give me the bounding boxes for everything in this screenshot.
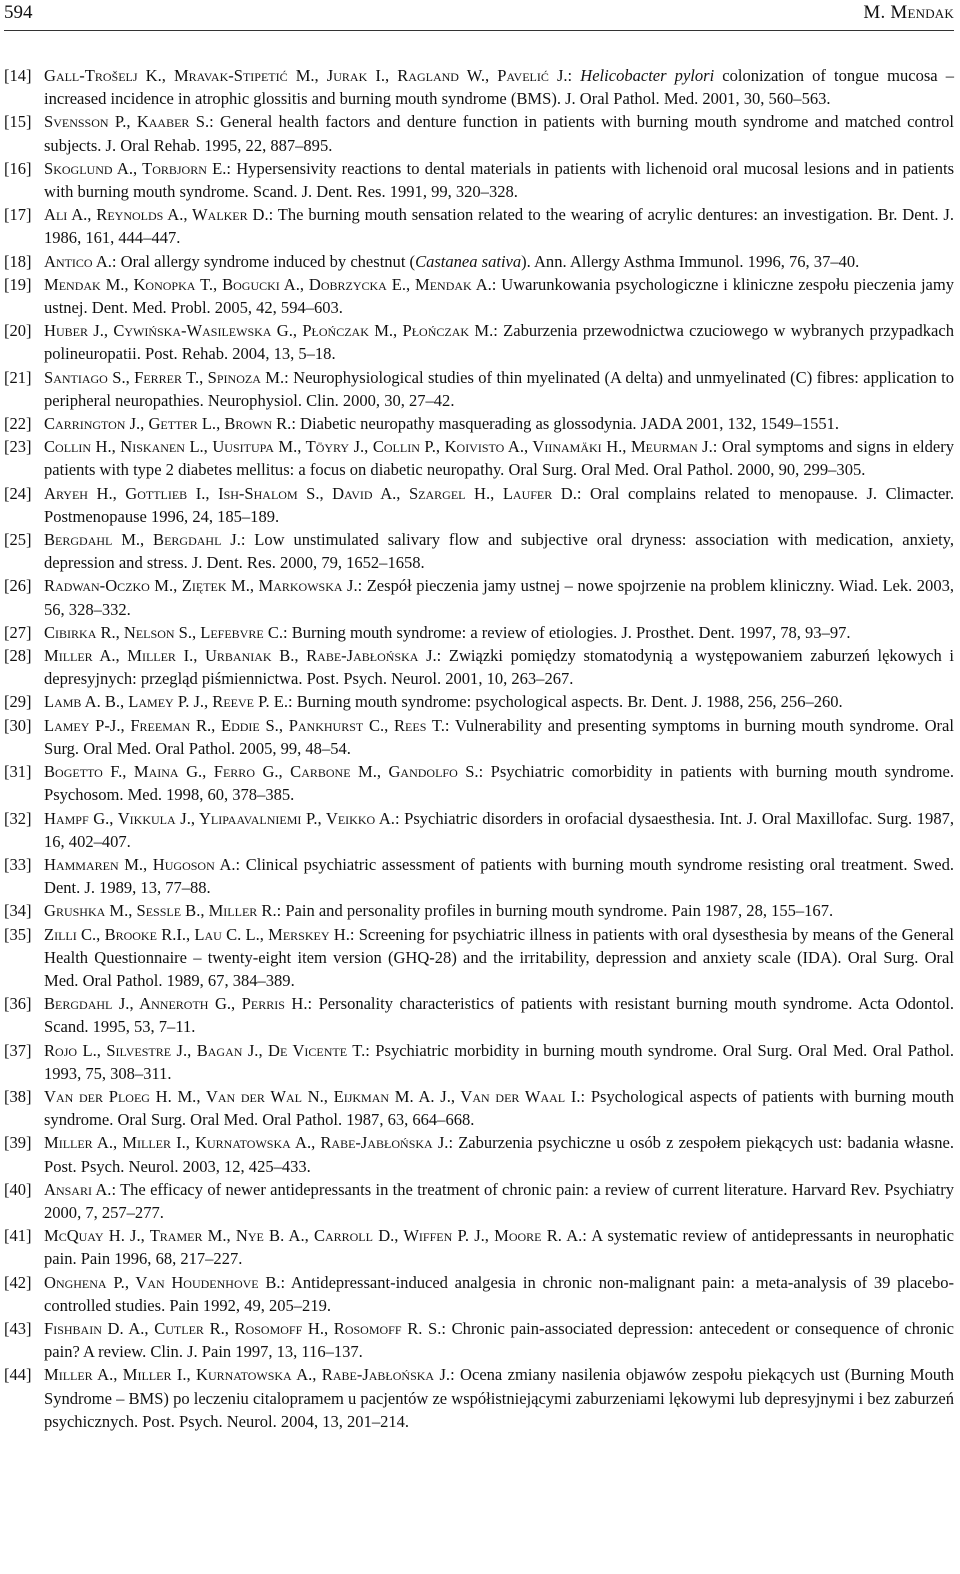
reference-authors: Huber J., Cywińska-Wasilewska G., Płończak M., Płończak M. (44, 321, 494, 341)
reference-item (4, 366, 954, 412)
reference-citation: : Antidepressant-induced analgesia in chronic non-malignant pain: a meta-analysis of 39 placebo-controlled studies. Pain 1992, 49, 205–219. (44, 1272, 954, 1315)
reference-number: [17] (4, 205, 32, 225)
reference-text (44, 574, 954, 620)
reference-authors: Svensson P., Kaaber S. (44, 112, 210, 132)
reference-number: [32] (4, 808, 32, 828)
reference-text (44, 992, 954, 1038)
reference-text (44, 1178, 954, 1224)
reference-authors: Lamb A. B., Lamey P. J., Reeve P. E. (44, 692, 288, 712)
reference-number: [20] (4, 321, 32, 341)
reference-text (44, 807, 954, 853)
reference-citation: : The burning mouth sensation related to the wearing of acrylic dentures: an investigation. Br. Dent. J. 1986, 161, 444–447. (44, 205, 954, 248)
reference-text (44, 319, 954, 365)
reference-number: [21] (4, 367, 32, 387)
reference-item (4, 528, 954, 574)
reference-number: [37] (4, 1040, 32, 1060)
reference-authors: Aryeh H., Gottlieb I., Ish-Shalom S., David A., Szargel H., Laufer D. (44, 483, 577, 503)
reference-citation: colonization of tongue mucosa – increased incidence in atrophic glossitis and burning mouth syndrome (BMS). J. Oral Pathol. Med. 2001, 30, 560–563. (44, 66, 954, 109)
reference-text (44, 1131, 954, 1177)
running-header (4, 0, 954, 31)
reference-number: [14] (4, 66, 32, 85)
reference-authors: Grushka M., Sessle B., Miller R. (44, 901, 277, 921)
reference-item (4, 992, 954, 1038)
reference-number: [40] (4, 1179, 32, 1199)
reference-number: [38] (4, 1086, 32, 1106)
reference-number: [27] (4, 622, 32, 642)
reference-authors: Miller A., Miller I., Urbaniak B., Rabe-Jabłońska J. (44, 646, 437, 666)
reference-number: [30] (4, 715, 32, 735)
reference-number: [33] (4, 854, 32, 874)
reference-text (44, 366, 954, 412)
reference-item (4, 319, 954, 365)
reference-text (44, 1039, 954, 1085)
reference-authors: Zilli C., Brooke R.I., Lau C. L., Merskey H. (44, 924, 350, 944)
reference-number: [24] (4, 483, 32, 503)
reference-item (4, 621, 954, 644)
reference-number: [35] (4, 924, 32, 944)
reference-citation: : Chronic pain-associated depression: antecedent or consequence of chronic pain? A review. Clin. J. Pain 1997, 13, 116–137. (44, 1318, 954, 1362)
reference-item (4, 760, 954, 806)
reference-item (4, 807, 954, 853)
reference-authors: Cibirka R., Nelson S., Lefebvre C. (44, 622, 283, 642)
reference-text (44, 923, 954, 993)
reference-text (44, 853, 954, 899)
reference-list (4, 64, 954, 1433)
reference-citation: : Burning mouth syndrome: a review of etiologies. J. Prosthet. Dent. 1997, 78, 93–97. (282, 622, 851, 642)
reference-item (4, 64, 954, 110)
reference-item (4, 273, 954, 319)
reference-item (4, 644, 954, 690)
reference-text (44, 412, 954, 435)
reference-authors: Rojo L., Silvestre J., Bagan J., De Vicente T. (44, 1040, 366, 1060)
reference-citation: : Pain and personality profiles in burning mouth syndrome. Pain 1987, 28, 155–167. (276, 901, 834, 921)
reference-authors: Bergdahl M., Bergdahl J. (44, 530, 241, 550)
reference-item (4, 1224, 954, 1270)
reference-item (4, 1039, 954, 1085)
reference-citation: : Psychiatric morbidity in burning mouth syndrome. Oral Surg. Oral Med. Oral Pathol. 1993, 75, 308–311. (44, 1040, 954, 1083)
reference-citation: ). Ann. Allergy Asthma Immunol. 1996, 76, 37–40. (521, 251, 860, 271)
reference-prefix: : (567, 66, 581, 85)
reference-authors: Onghena P., Van Houdenhove B. (44, 1272, 281, 1292)
reference-prefix: : Oral allergy syndrome induced by chestnut ( (111, 251, 416, 271)
reference-text (44, 157, 954, 203)
reference-item (4, 1363, 954, 1433)
reference-citation: : Związki pomiędzy stomatodynią a występowaniem zaburzeń lękowych i depresyjnych: przegląd piśmiennictwa. Post. Psych. Neurol. 2001, 10, 263–267. (44, 646, 954, 689)
reference-text (44, 760, 954, 806)
reference-number: [16] (4, 158, 32, 178)
reference-text (44, 250, 954, 273)
reference-authors: Lamey P-J., Freeman R., Eddie S., Pankhurst C., Rees T. (44, 715, 445, 735)
reference-item (4, 1178, 954, 1224)
reference-number: [28] (4, 646, 32, 666)
reference-citation: : Oral complains related to menopause. J. Climacter. Postmenopause 1996, 24, 185–189. (44, 483, 955, 526)
reference-number: [34] (4, 901, 32, 921)
reference-citation: : Ocena zmiany nasilenia objawów zespołu piekących ust (Burning Mouth Syndrome – BMS) po leczeniu citalopramem u pacjentów ze współistniejącymi zaburzeniami lękowymi lub depresyjnymi i bez zaburzeń psychicznych. Post. Psych. Neurol. 2004, 13, 201–214. (44, 1365, 954, 1431)
reference-citation: : Zaburzenia psychiczne u osób z zespołem piekących ust: badania własne. Post. Psych. Neurol. 2003, 12, 425–433. (44, 1133, 954, 1176)
reference-text (44, 482, 954, 528)
reference-citation: : Zespół pieczenia jamy ustnej – nowe spojrzenie na problem kliniczny. Wiad. Lek. 2003, 56, 328–332. (44, 576, 954, 619)
reference-italic-term: Helicobacter pylori (580, 66, 715, 85)
reference-item (4, 1271, 954, 1317)
reference-citation: : Psychiatric disorders in orofacial dysaesthesia. Int. J. Oral Maxillofac. Surg. 1987, 16, 402–407. (44, 808, 954, 851)
reference-citation: : Clinical psychiatric assessment of patients with burning mouth syndrome resisting oral treatment. Swed. Dent. J. 1989, 13, 77–88. (44, 854, 954, 898)
reference-text (44, 528, 954, 574)
reference-number: [18] (4, 251, 32, 271)
reference-number: [26] (4, 576, 32, 596)
reference-item (4, 412, 954, 435)
reference-authors: Skoglund A., Torbjorn E. (44, 158, 227, 178)
reference-item (4, 1131, 954, 1177)
reference-authors: Hampf G., Vikkula J., Ylipaavalniemi P., Veikko A. (44, 808, 395, 828)
reference-text (44, 1085, 954, 1131)
reference-authors: Ali A., Reynolds A., Walker D. (44, 205, 269, 225)
reference-text (44, 435, 954, 481)
reference-authors: Ansari A. (44, 1179, 112, 1199)
reference-authors: Fishbain D. A., Cutler R., Rosomoff H., Rosomoff R. S. (44, 1318, 442, 1338)
reference-text (44, 644, 954, 690)
reference-citation: : Oral symptoms and signs in eldery patients with type 2 diabetes mellitus: a focus on diabetic neuropathy. Oral Surg. Oral Med. Oral Pathol. 2000, 90, 299–305. (44, 437, 954, 480)
reference-item (4, 923, 954, 993)
running-head-author: M. Mendak (863, 2, 954, 23)
reference-authors: Mendak M., Konopka T., Bogucki A., Dobrzycka E., Mendak A. (44, 274, 492, 294)
reference-number: [39] (4, 1133, 32, 1153)
reference-number: [23] (4, 437, 32, 457)
reference-citation: : Uwarunkowania psychologiczne i kliniczne zespołu pieczenia jamy ustnej. Dent. Med. Probl. 2005, 42, 594–603. (44, 274, 954, 318)
reference-authors: Santiago S., Ferrer T., Spinoza M. (44, 367, 285, 387)
reference-text (44, 1271, 954, 1317)
reference-item (4, 853, 954, 899)
reference-text (44, 621, 954, 644)
reference-number: [44] (4, 1365, 32, 1385)
reference-citation: : Zaburzenia przewodnictwa czuciowego w wybranych przypadkach polineuropatii. Post. Rehab. 2004, 13, 5–18. (44, 321, 954, 364)
reference-citation: : A systematic review of antidepressants in neurophatic pain. Pain 1996, 68, 217–227. (44, 1226, 954, 1269)
reference-citation: : Psychological aspects of patients with burning mouth syndrome. Oral Surg. Oral Med. Oral Pathol. 1987, 63, 664–668. (44, 1086, 955, 1130)
reference-citation: : Personality characteristics of patients with resistant burning mouth syndrome. Acta Odontol. Scand. 1995, 53, 7–11. (44, 994, 954, 1037)
reference-text (44, 203, 954, 249)
reference-text (44, 899, 954, 922)
reference-citation: : Neurophysiological studies of thin myelinated (A delta) and unmyelinated (C) fibres: application to peripheral neuropathies. Neurophysiol. Clin. 2000, 30, 27–42. (44, 367, 954, 410)
reference-italic-term: Castanea sativa (415, 251, 522, 271)
reference-item (4, 1317, 954, 1363)
reference-text (44, 714, 954, 760)
reference-authors: Antico A. (44, 251, 112, 271)
reference-authors: Miller A., Miller I., Kurnatowska A., Rabe-Jabłońska J. (44, 1133, 449, 1153)
reference-item (4, 203, 954, 249)
reference-text (44, 110, 954, 156)
reference-number: [42] (4, 1272, 32, 1292)
reference-number: [22] (4, 414, 32, 434)
reference-number: [36] (4, 994, 32, 1014)
reference-item (4, 110, 954, 156)
reference-text (44, 273, 954, 319)
reference-item (4, 714, 954, 760)
reference-citation: : Hypersensivity reactions to dental materials in patients with lichenoid oral mucosal lesions and in patients with burning mouth syndrome. Scand. J. Dent. Res. 1991, 99, 320–328. (44, 158, 954, 202)
reference-authors: Bogetto F., Maina G., Ferro G., Carbone M., Gandolfo S. (44, 762, 479, 782)
reference-number: [43] (4, 1318, 32, 1338)
reference-citation: : Psychiatric comorbidity in patients with burning mouth syndrome. Psychosom. Med. 1998, 60, 378–385. (44, 762, 954, 805)
reference-citation: : Low unstimulated salivary flow and subjective oral dryness: association with medication, anxiety, depression and stress. J. Dent. Res. 2000, 79, 1652–1658. (44, 530, 954, 573)
reference-number: [19] (4, 274, 32, 294)
reference-citation: : Screening for psychiatric illness in patients with oral dysesthesia by means of the General Health Questionnaire – twenty-eight item version (GHQ-28) and the irritability, depression and anxiety scale (IDA). Oral Surg. Oral Med. Oral Pathol. 1989, 67, 384–389. (44, 924, 954, 990)
page-number: 594 (4, 2, 33, 23)
reference-citation: : Diabetic neuropathy masquerading as glossodynia. JADA 2001, 132, 1549–1551. (291, 414, 840, 434)
reference-item (4, 1085, 954, 1131)
reference-number: [25] (4, 530, 32, 550)
reference-number: [29] (4, 692, 32, 712)
reference-text (44, 1224, 954, 1270)
reference-number: [15] (4, 112, 32, 132)
reference-authors: Gall-Trošelj K., Mravak-Stipetić M., Jurak I., Ragland W., Pavelić J. (44, 66, 568, 85)
reference-citation: : Burning mouth syndrome: psychological aspects. Br. Dent. J. 1988, 256, 256–260. (287, 692, 843, 712)
reference-item (4, 482, 954, 528)
reference-authors: Radwan-Oczko M., Ziętek M., Markowska J. (44, 576, 358, 596)
reference-item (4, 574, 954, 620)
reference-citation: : General health factors and denture function in patients with burning mouth syndrome and matched control subjects. J. Oral Rehab. 1995, 22, 887–895. (44, 112, 954, 155)
reference-item (4, 690, 954, 713)
reference-authors: Van der Ploeg H. M., Van der Wal N., Eijkman M. A. J., Van der Waal I. (44, 1086, 581, 1106)
reference-text (44, 1317, 954, 1363)
reference-authors: Collin H., Niskanen L., Uusitupa M., Töyry J., Collin P., Koivisto A., Viinamäki H., Meurman J. (44, 437, 713, 457)
reference-item (4, 157, 954, 203)
reference-text (44, 1363, 954, 1433)
reference-citation: : The efficacy of newer antidepressants in the treatment of chronic pain: a review of current literature. Harvard Rev. Psychiatry 2000, 7, 257–277. (44, 1179, 954, 1222)
reference-citation: : Vulnerability and presenting symptoms in burning mouth syndrome. Oral Surg. Oral Med. Oral Pathol. 2005, 99, 48–54. (44, 715, 954, 758)
reference-item (4, 899, 954, 922)
reference-item (4, 250, 954, 273)
reference-text (44, 690, 954, 713)
reference-authors: Bergdahl J., Anneroth G., Perris H. (44, 994, 308, 1014)
reference-authors: McQuay H. J., Tramer M., Nye B. A., Carroll D., Wiffen P. J., Moore R. A. (44, 1226, 583, 1246)
reference-number: [31] (4, 762, 32, 782)
reference-item (4, 435, 954, 481)
reference-authors: Carrington J., Getter L., Brown R. (44, 414, 292, 434)
reference-text (44, 64, 954, 110)
reference-authors: Hammaren M., Hugoson A. (44, 854, 236, 874)
reference-number: [41] (4, 1226, 32, 1246)
reference-authors: Miller A., Miller I., Kurnatowska A., Rabe-Jabłońska J. (44, 1365, 451, 1385)
